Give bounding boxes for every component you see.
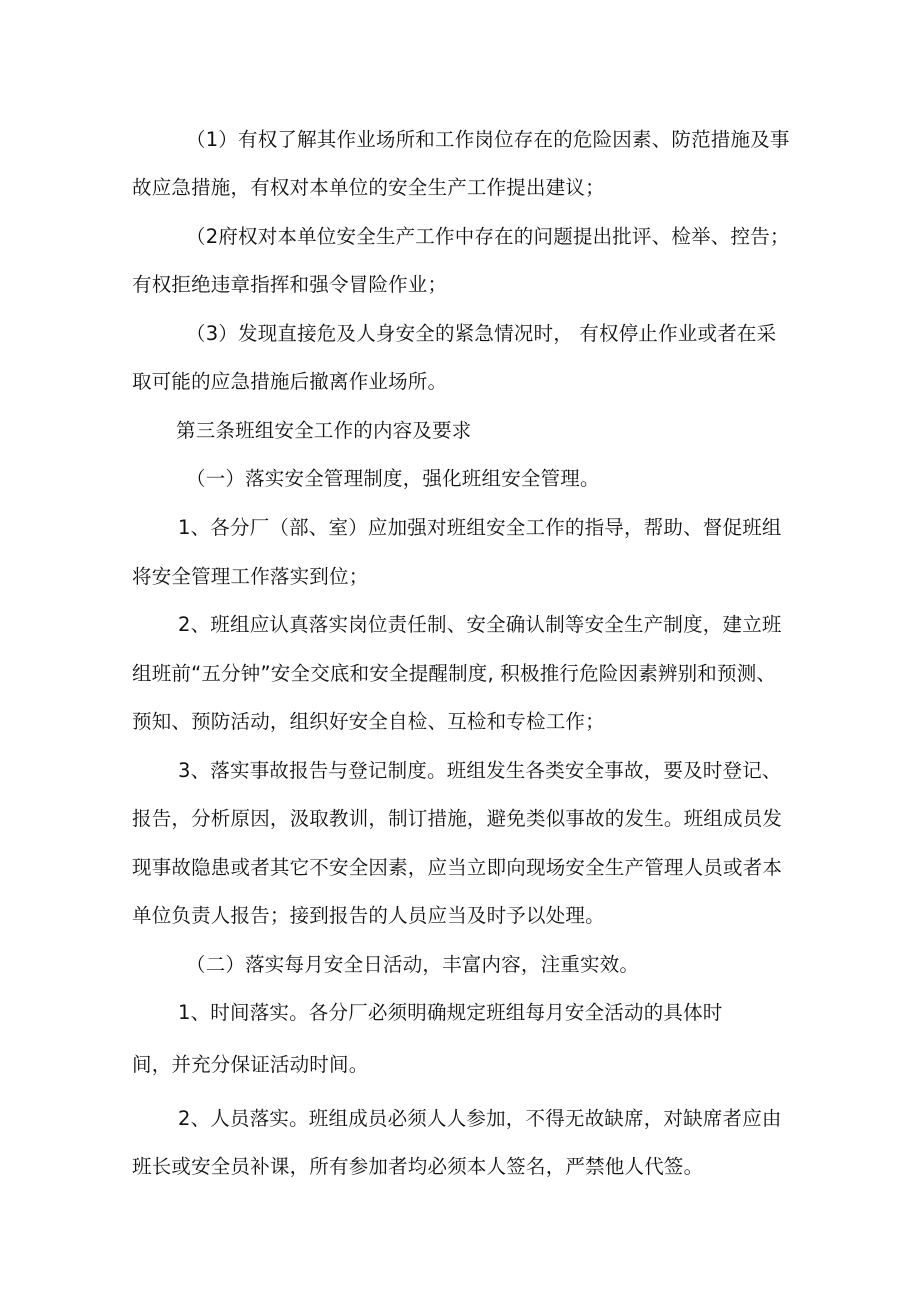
item-3-line-4: 单位负责人报告；接到报告的人员应当及时予以处理。 xyxy=(132,904,605,927)
sub-item-2-line-1: 2、人员落实。班组成员必须人人参加，不得无故缺席，对缺席者应由 xyxy=(178,1107,782,1130)
paragraph-1-line-1: （1）有权了解其作业场所和工作岗位存在的危险因素、防范措施及事 xyxy=(186,128,790,151)
item-1-line-2: 将安全管理工作落实到位； xyxy=(132,565,369,588)
paragraph-2-line-2: 有权拒绝违章指挥和强令冒险作业； xyxy=(132,273,448,296)
sub-item-1-line-2: 间，并充分保证活动时间。 xyxy=(132,1053,369,1076)
item-2-line-1: 2、班组应认真落实岗位责任制、安全确认制等安全生产制度，建立班 xyxy=(178,613,782,636)
sub-item-1-line-1: 1、时间落实。各分厂必须明确规定班组每月安全活动的具体时 xyxy=(178,1001,723,1024)
subsection-heading-2: （二）落实每月安全日活动，丰富内容，注重实效。 xyxy=(186,953,640,976)
item-3-line-1: 3、落实事故报告与登记制度。班组发生各类安全事故，要及时登记、 xyxy=(178,759,782,782)
item-3-line-2: 报告，分析原因，汲取教训，制订措施，避免类似事故的发生。班组成员发 xyxy=(132,807,783,830)
paragraph-3-line-2: 取可能的应急措施后撤离作业场所。 xyxy=(132,370,448,393)
paragraph-2-line-1: （2府权对本单位安全生产工作中存在的问题提出批评、检举、控告； xyxy=(186,225,790,248)
item-3-line-3: 现事故隐患或者其它不安全因素，应当立即向现场安全生产管理人员或者本 xyxy=(132,856,783,879)
paragraph-3-line-1: （3）发现直接危及人身安全的紧急情况时， 有权停止作业或者在采 xyxy=(186,322,777,345)
paragraph-1-line-2: 故应急措施，有权对本单位的安全生产工作提出建议； xyxy=(132,176,605,199)
item-2-line-2: 组班前“五分钟”安全交底和安全提醒制度, 积极推行危险因素辨别和预测、 xyxy=(132,662,777,685)
section-heading-article-3: 第三条班组安全工作的内容及要求 xyxy=(176,419,472,442)
subsection-heading-1: （一）落实安全管理制度，强化班组安全管理。 xyxy=(186,467,600,490)
item-2-line-3: 预知、预防活动，组织好安全自检、互检和专检工作； xyxy=(132,710,605,733)
item-1-line-1: 1、各分厂（部、室）应加强对班组安全工作的指导，帮助、督促班组 xyxy=(178,516,782,539)
sub-item-2-line-2: 班长或安全员补课，所有参加者均必须本人签名，严禁他人代签。 xyxy=(132,1155,704,1178)
